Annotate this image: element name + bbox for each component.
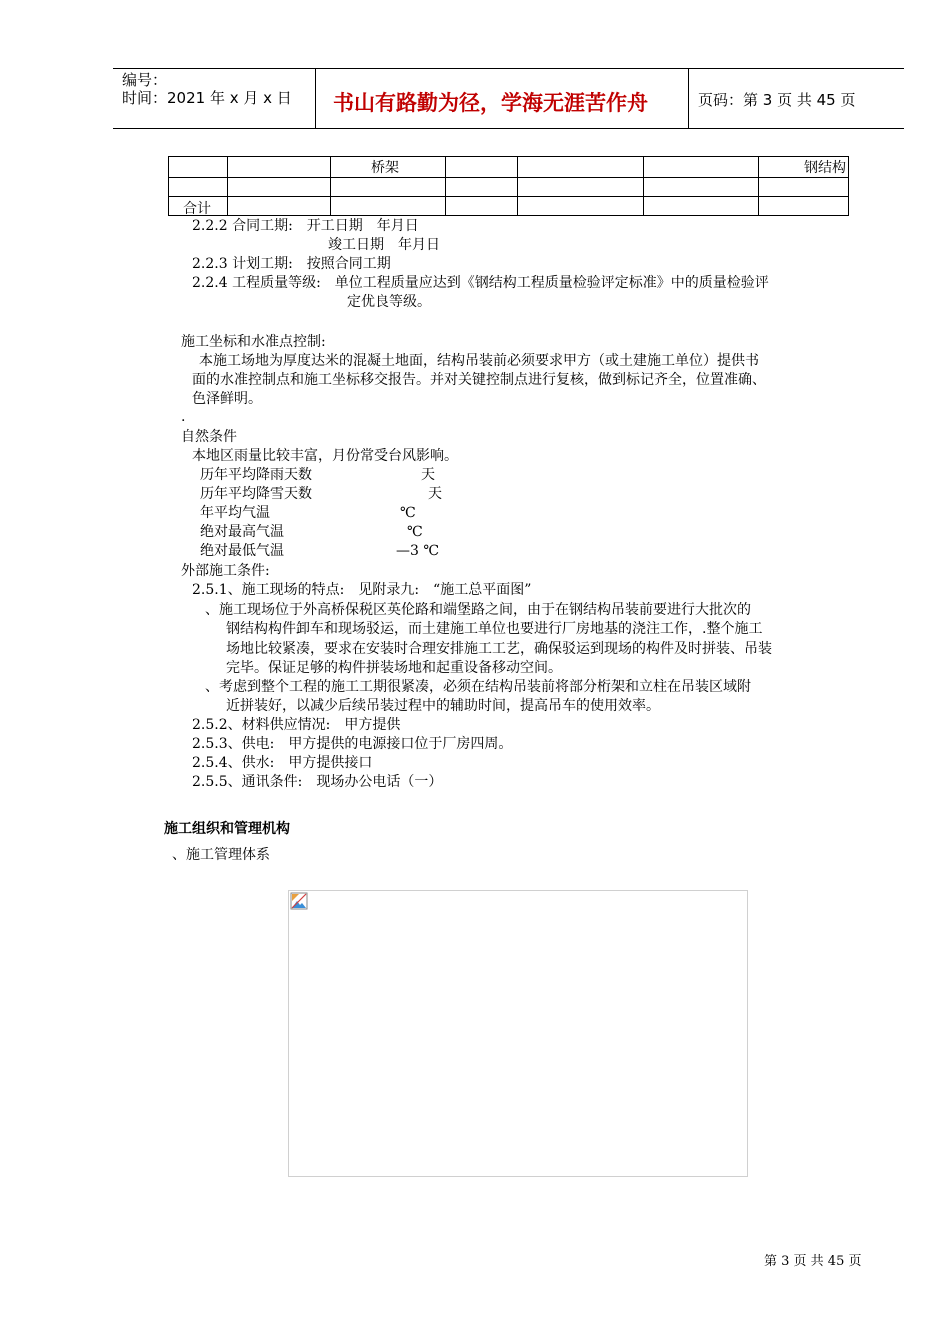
coordinate-para-3: 色泽鲜明。: [192, 391, 262, 407]
header-page-number: 页码：第 3 页 共 45 页: [698, 91, 856, 109]
rain-days-unit: 天: [421, 467, 435, 483]
planned-period: 2.2.3 计划工期: 按照合同工期: [192, 256, 391, 272]
table-cell: [446, 178, 518, 197]
table-cell: [518, 157, 644, 178]
table-cell: [169, 178, 228, 197]
material-supply: 2.5.2、材料供应情况: 甲方提供: [192, 717, 401, 733]
header-bottom-rule: [113, 128, 904, 129]
site-features: 2.5.1、施工现场的特点: 见附录九: “施工总平面图”: [192, 582, 532, 598]
avg-temp-label: 年平均气温: [200, 505, 270, 521]
table-cell: [644, 197, 759, 216]
table-cell: [759, 197, 849, 216]
communication: 2.5.5、通讯条件: 现场办公电话（一）: [192, 774, 443, 790]
table-cell: [518, 197, 644, 216]
table-cell: [331, 197, 446, 216]
table-cell: [228, 157, 331, 178]
snow-days-label: 历年平均降雪天数: [200, 486, 312, 502]
table-row: [169, 157, 849, 178]
header-time: 时间：2021 年 x 月 x 日: [122, 89, 292, 107]
header-number: 编号：: [122, 71, 168, 89]
completion-date: 竣工日期 年月日: [328, 237, 440, 253]
natural-conditions-text: 本地区雨量比较丰富，月份常受台风影响。: [192, 448, 458, 464]
site-para-2: 钢结构构件卸车和现场驳运，而土建施工单位也要进行厂房地基的浇注工作，.整个施工: [226, 621, 763, 637]
max-temp-unit: ℃: [407, 524, 423, 540]
table-cell: [518, 178, 644, 197]
avg-temp-unit: ℃: [400, 505, 416, 521]
min-temp-unit: —3 ℃: [396, 543, 440, 559]
snow-days-unit: 天: [428, 486, 442, 502]
section-heading: 施工组织和管理机构: [164, 821, 290, 837]
header-divider-1: [315, 68, 316, 129]
table-cell: [446, 157, 518, 178]
header-divider-2: [688, 68, 689, 129]
quantity-table: [168, 156, 849, 216]
coordinate-para-1: 本施工场地为厚度达米的混凝土地面，结构吊装前必须要求甲方（或土建施工单位）提供书: [199, 353, 759, 369]
external-conditions-heading: 外部施工条件:: [181, 563, 270, 579]
rain-days-label: 历年平均降雨天数: [200, 467, 312, 483]
contract-period: 2.2.2 合同工期: 开工日期 年月日: [192, 218, 419, 234]
header-motto: 书山有路勤为径，学海无涯苦作舟: [333, 91, 648, 115]
table-cell: 桥架: [331, 157, 446, 178]
coordinate-heading: 施工坐标和水准点控制:: [181, 334, 326, 350]
table-cell: 合计: [169, 197, 228, 216]
table-cell: [228, 178, 331, 197]
table-cell: [759, 178, 849, 197]
min-temp-label: 绝对最低气温: [200, 543, 284, 559]
table-cell: [644, 178, 759, 197]
coordinate-para-2: 面的水准控制点和施工坐标移交报告。并对关键控制点进行复核，做到标记齐全，位置准确、: [192, 372, 766, 388]
table-cell: [228, 197, 331, 216]
table-row: [169, 178, 849, 197]
quality-grade: 2.2.4 工程质量等级: 单位工程质量应达到《钢结构工程质量检验评定标准》中的质量检验评: [192, 275, 769, 291]
quality-grade-cont: 定优良等级。: [347, 294, 431, 310]
site-para-5: 、考虑到整个工程的施工工期很紧凑，必须在结构吊装前将部分桁架和立柱在吊装区域附: [205, 679, 751, 695]
table-cell: [446, 197, 518, 216]
water-supply: 2.5.4、供水: 甲方提供接口: [192, 755, 373, 771]
footer-page-number: 第 3 页 共 45 页: [764, 1254, 862, 1269]
broken-image-icon: [290, 892, 308, 910]
site-para-4: 完毕。保证足够的构件拼装场地和起重设备移动空间。: [226, 660, 562, 676]
site-para-1: 、施工现场位于外高桥保税区英伦路和端堡路之间，由于在钢结构吊装前要进行大批次的: [205, 602, 751, 618]
site-para-6: 近拼装好，以减少后续吊装过程中的辅助时间，提高吊车的使用效率。: [226, 698, 660, 714]
table-row: [169, 197, 849, 216]
site-para-3: 场地比较紧凑，要求在安装时合理安排施工工艺，确保驳运到现场的构件及时拼装、吊装: [226, 641, 772, 657]
table-cell: [644, 157, 759, 178]
max-temp-label: 绝对最高气温: [200, 524, 284, 540]
table-cell: 钢结构: [759, 157, 849, 178]
power-supply: 2.5.3、供电: 甲方提供的电源接口位于厂房四周。: [192, 736, 513, 752]
table-cell: [331, 178, 446, 197]
management-system: 、施工管理体系: [172, 847, 270, 863]
dot-mark: .: [181, 409, 186, 425]
natural-conditions-heading: 自然条件: [181, 429, 237, 445]
header-top-rule: [113, 68, 904, 69]
org-chart-image-placeholder: [288, 890, 748, 1177]
table-cell: [169, 157, 228, 178]
